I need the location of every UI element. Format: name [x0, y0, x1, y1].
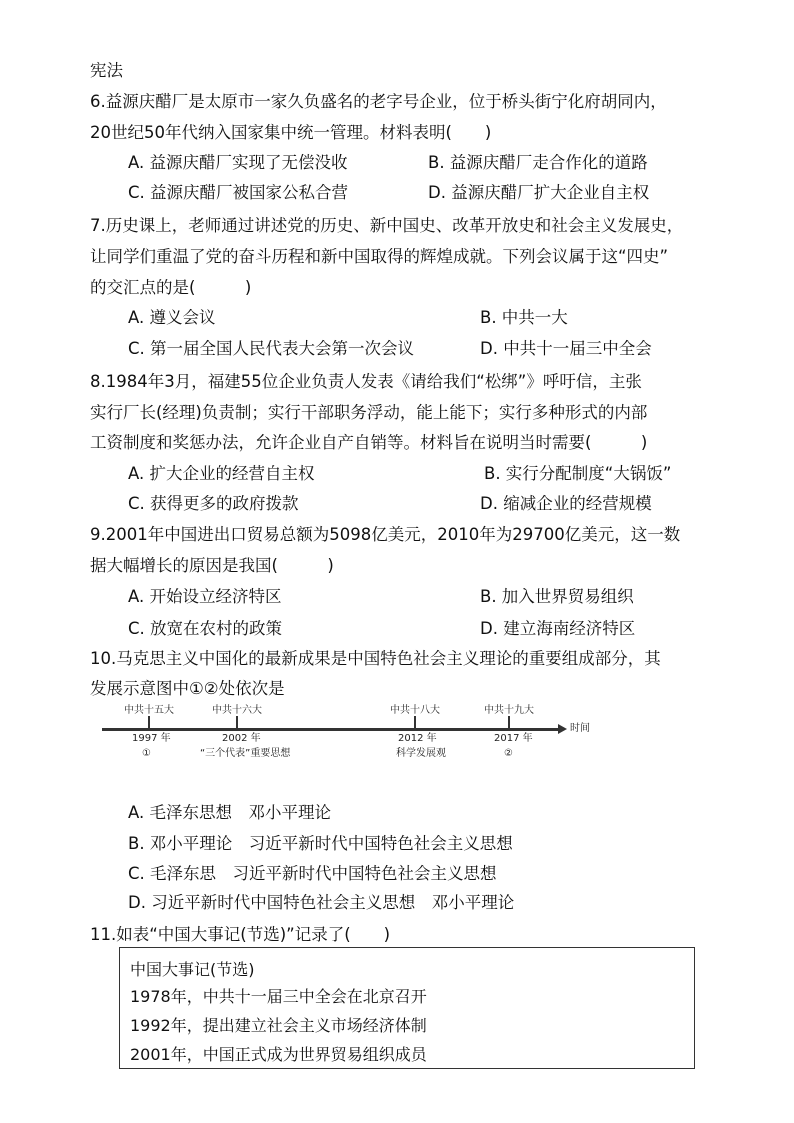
- table-row: 1992年，提出建立社会主义市场经济体制: [130, 1016, 427, 1035]
- congress-label: 中共十九大: [484, 705, 534, 716]
- option-a: A. 开始设立经济特区: [128, 587, 282, 606]
- text-fragment: 宪法: [90, 61, 123, 80]
- table-title: 中国大事记(节选): [130, 960, 255, 979]
- table-row: 1978年，中共十一届三中全会在北京召开: [130, 987, 427, 1006]
- timeline-axis: [102, 728, 560, 731]
- option-d: D. 中共十一届三中全会: [480, 339, 652, 358]
- congress-label: 中共十八大: [390, 705, 440, 716]
- year-label: 2002 年: [222, 733, 261, 744]
- year-label: 2017 年: [494, 733, 533, 744]
- question-stem: 发展示意图中①②处依次是: [90, 679, 285, 698]
- option-b: B. 益源庆醋厂走合作化的道路: [428, 153, 648, 172]
- congress-label: 中共十六大: [212, 705, 262, 716]
- option-a: A. 益源庆醋厂实现了无偿没收: [128, 153, 348, 172]
- option-b: B. 中共一大: [480, 308, 568, 327]
- option-a: A. 毛泽东思想 邓小平理论: [128, 803, 331, 822]
- option-c: C. 获得更多的政府拨款: [128, 494, 299, 513]
- question-stem: 7.历史课上，老师通过讲述党的历史、新中国史、改革开放史和社会主义发展史，: [90, 216, 684, 235]
- question-stem: 据大幅增长的原因是我国( ): [90, 556, 334, 575]
- question-stem: 的交汇点的是( ): [90, 278, 252, 297]
- option-c: C. 毛泽东思 习近平新时代中国特色社会主义思想: [128, 864, 497, 883]
- arrow-right-icon: [558, 724, 567, 734]
- table-row: 2001年，中国正式成为世界贸易组织成员: [130, 1045, 427, 1064]
- option-d: D. 建立海南经济特区: [480, 619, 636, 638]
- option-d: D. 习近平新时代中国特色社会主义思想 邓小平理论: [128, 893, 515, 912]
- timeline-note: ②: [504, 748, 513, 759]
- question-stem: 让同学们重温了党的奋斗历程和新中国取得的辉煌成就。下列会议属于这“四史”: [90, 247, 669, 266]
- option-a: A. 遵义会议: [128, 308, 216, 327]
- question-stem: 实行厂长(经理)负责制；实行干部职务浮动，能上能下；实行多种形式的内部: [90, 403, 648, 422]
- question-stem: 20世纪50年代纳入国家集中统一管理。材料表明( ): [90, 123, 492, 142]
- option-b: B. 加入世界贸易组织: [480, 587, 634, 606]
- question-stem: 9.2001年中国进出口贸易总额为5098亿美元，2010年为29700亿美元，这一数: [90, 525, 681, 544]
- question-stem: 工资制度和奖惩办法，允许企业自产自销等。材料旨在说明当时需要( ): [90, 433, 648, 452]
- events-table: [119, 947, 695, 1069]
- timeline-note: “三个代表”重要思想: [200, 748, 291, 759]
- year-label: 1997 年: [132, 733, 171, 744]
- question-stem: 10.马克思主义中国化的最新成果是中国特色社会主义理论的重要组成部分，其: [90, 649, 661, 668]
- year-label: 2012 年: [398, 733, 437, 744]
- option-d: D. 缩减企业的经营规模: [480, 494, 652, 513]
- option-b: B. 实行分配制度“大锅饭”: [484, 464, 672, 483]
- timeline-note: 科学发展观: [396, 748, 446, 759]
- congress-label: 中共十五大: [124, 705, 174, 716]
- option-d: D. 益源庆醋厂扩大企业自主权: [428, 183, 650, 202]
- timeline-diagram: [100, 702, 600, 772]
- option-a: A. 扩大企业的经营自主权: [128, 464, 315, 483]
- option-c: C. 第一届全国人民代表大会第一次会议: [128, 339, 415, 358]
- question-stem: 11.如表“中国大事记(节选)”记录了( ): [90, 925, 391, 944]
- question-stem: 6.益源庆醋厂是太原市一家久负盛名的老字号企业，位于桥头街宁化府胡同内，: [90, 92, 667, 111]
- option-c: C. 益源庆醋厂被国家公私合营: [128, 183, 349, 202]
- option-b: B. 邓小平理论 习近平新时代中国特色社会主义思想: [128, 834, 513, 853]
- option-c: C. 放宽在农村的政策: [128, 619, 283, 638]
- timeline-note: ①: [142, 748, 151, 759]
- axis-label: 时间: [570, 723, 590, 734]
- question-stem: 8.1984年3月，福建55位企业负责人发表《请给我们“松绑”》呼吁信，主张: [90, 372, 642, 391]
